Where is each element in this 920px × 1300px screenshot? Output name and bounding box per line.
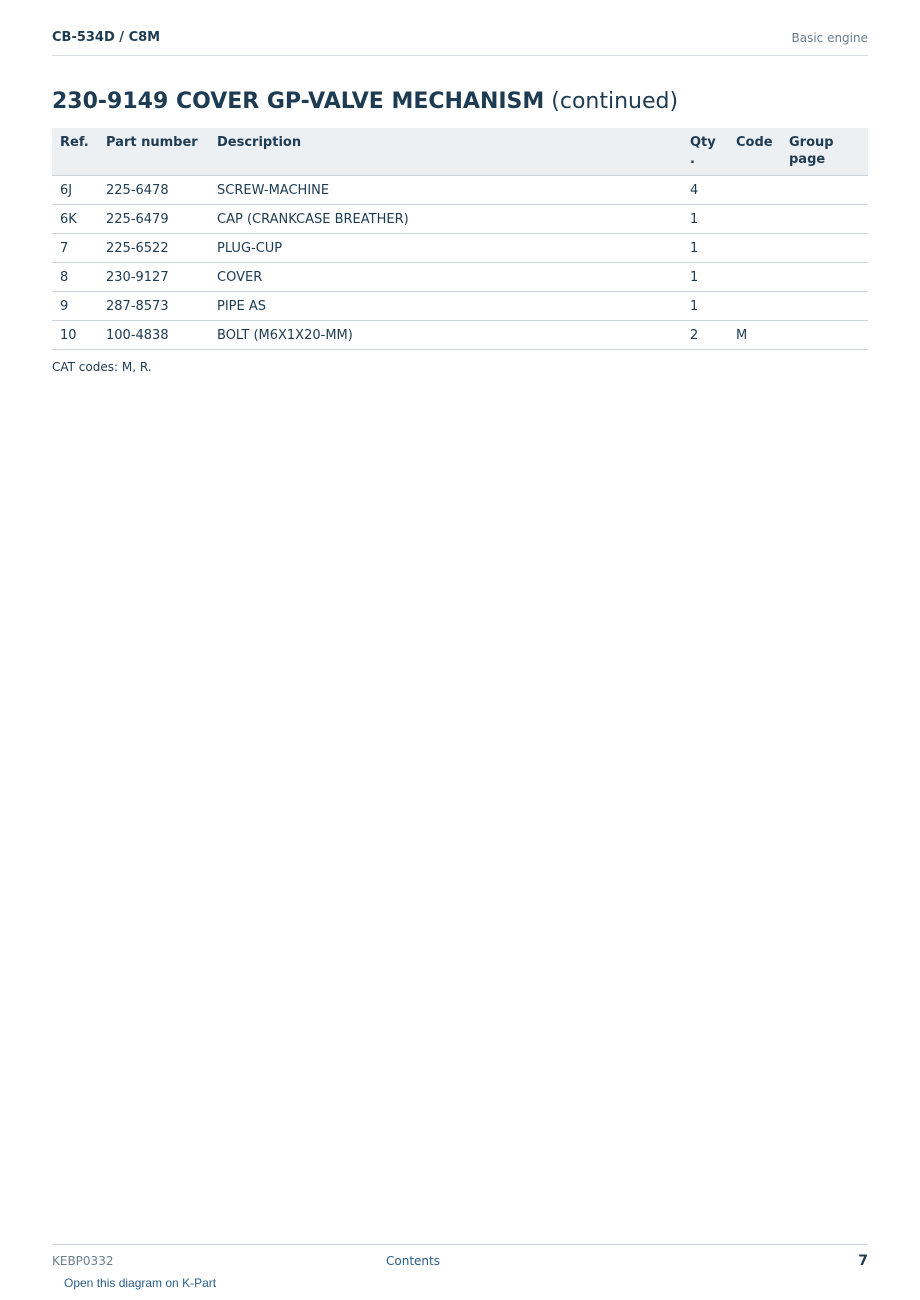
qty-cell: 1 xyxy=(682,234,728,263)
group-page-cell xyxy=(781,292,868,321)
model-label: CB-534D / C8M xyxy=(52,30,161,45)
part-number-cell: 230-9127 xyxy=(98,263,209,292)
table-header-row xyxy=(52,128,868,176)
group-page-cell xyxy=(781,263,868,292)
description-cell: CAP (CRANKCASE BREATHER) xyxy=(209,205,682,234)
open-kpart-link[interactable]: Open this diagram on K-Part xyxy=(64,1276,217,1290)
description-cell: BOLT (M6X1X20-MM) xyxy=(209,321,682,350)
qty-cell: 2 xyxy=(682,321,728,350)
section-label: Basic engine xyxy=(791,31,868,45)
code-cell xyxy=(728,205,781,234)
ref-cell: 10 xyxy=(52,321,98,350)
qty-cell: 1 xyxy=(682,292,728,321)
table-row xyxy=(52,321,868,350)
code-cell xyxy=(728,263,781,292)
ref-cell: 8 xyxy=(52,263,98,292)
ref-cell: 9 xyxy=(52,292,98,321)
col-group-page-header: Group page xyxy=(781,128,868,176)
table-row xyxy=(52,234,868,263)
code-cell: M xyxy=(728,321,781,350)
code-cell xyxy=(728,292,781,321)
ref-cell: 6J xyxy=(52,176,98,205)
description-cell: PIPE AS xyxy=(209,292,682,321)
page-title xyxy=(52,89,678,114)
table-row xyxy=(52,292,868,321)
document-code: KEBP0332 xyxy=(52,1254,114,1268)
qty-cell: 1 xyxy=(682,263,728,292)
part-number-cell: 225-6479 xyxy=(98,205,209,234)
page-number: 7 xyxy=(858,1253,868,1269)
table-row xyxy=(52,263,868,292)
group-page-cell xyxy=(781,321,868,350)
cat-codes-note: CAT codes: M, R. xyxy=(52,360,152,374)
col-description-header: Description xyxy=(209,128,682,176)
part-number-cell: 225-6522 xyxy=(98,234,209,263)
table-row xyxy=(52,205,868,234)
group-page-cell xyxy=(781,176,868,205)
contents-link[interactable]: Contents xyxy=(386,1254,440,1268)
code-cell xyxy=(728,176,781,205)
part-number-cell: 287-8573 xyxy=(98,292,209,321)
page-header xyxy=(52,28,868,56)
parts-table xyxy=(52,128,868,350)
qty-cell: 1 xyxy=(682,205,728,234)
qty-cell: 4 xyxy=(682,176,728,205)
group-title: 230-9149 COVER GP-VALVE MECHANISM xyxy=(52,89,545,114)
group-page-cell xyxy=(781,205,868,234)
code-cell xyxy=(728,234,781,263)
description-cell: SCREW-MACHINE xyxy=(209,176,682,205)
part-number-cell: 225-6478 xyxy=(98,176,209,205)
description-cell: PLUG-CUP xyxy=(209,234,682,263)
col-qty-header: Qty . xyxy=(682,128,728,176)
page-footer xyxy=(52,1244,868,1268)
description-cell: COVER xyxy=(209,263,682,292)
ref-cell: 7 xyxy=(52,234,98,263)
continued-label: (continued) xyxy=(544,89,679,114)
col-ref-header: Ref. xyxy=(52,128,98,176)
col-part-number-header: Part number xyxy=(98,128,209,176)
table-row xyxy=(52,176,868,205)
part-number-cell: 100-4838 xyxy=(98,321,209,350)
ref-cell: 6K xyxy=(52,205,98,234)
group-page-cell xyxy=(781,234,868,263)
col-code-header: Code xyxy=(728,128,781,176)
